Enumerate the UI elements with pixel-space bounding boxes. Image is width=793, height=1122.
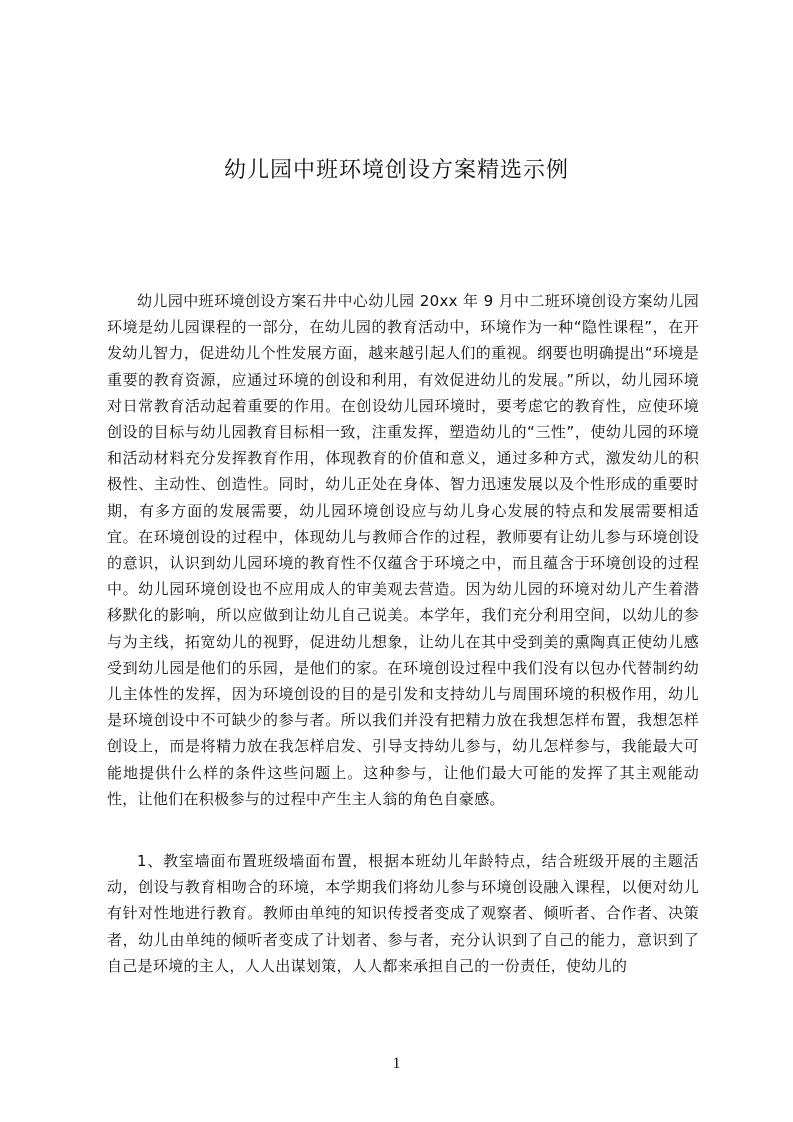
document-title: 幼儿园中班环境创设方案精选示例 [223,157,569,183]
paragraph-wall-layout: 1、教室墙面布置班级墙面布置，根据本班幼儿年龄特点，结合班级开展的主题活动，创设与教育相吻合的环境，本学期我们将幼儿参与环境创设融入课程，以便对幼儿有针对性地进行教育。教师由单纯的知识传授者变成了观察者、倾听者、合作者、决策者，幼儿由单纯的倾听者变成了计划者、参与者，充分认识到了自己的能力，意识到了自己是环境的主人，人人出谋划策，人人都来承担自己的一份责任，使幼儿的 [107,852,699,975]
paragraph-intro: 幼儿园中班环境创设方案石井中心幼儿园 20xx 年 9 月中二班环境创设方案幼儿园环境是幼儿园课程的一部分，在幼儿园的教育活动中，环境作为一种“隐性课程”，在开发幼儿智力，促进幼儿个性发展方面，越来越引起人们的重视。纲要也明确提出“环境是重要的教育资源，应通过环境的创设和利用，有效促进幼儿的发展。”所以，幼儿园环境对日常教育活动起着重要的作用。在创设幼儿园环境时，要考虑它的教育性，应使环境创设的目标与幼儿园教育目标相一致，注重发挥，塑造幼儿的“三性”，使幼儿园的环境和活动材料充分发挥教育作用，体现教育的价值和意义，通过多种方式，激发幼儿的积极性、主动性、创造性。同时，幼儿正处在身体、智力迅速发展以及个性形成的重要时期，有多方面的发展需要，幼儿园环境创设应与幼儿身心发展的特点和发展需要相适宜。在环境创设的过程中，体现幼儿与教师合作的过程，教师要有让幼儿参与环境创设的意识，认识到幼儿园环境的教育性不仅蕴含于环境之中，而且蕴含于环境创设的过程中。幼儿园环境创设也不应用成人的审美观去营造。因为幼儿园的环境对幼儿产生着潜移默化的影响，所以应做到让幼儿自己说美。本学年，我们充分利用空间，以幼儿的参与为主线，拓宽幼儿的视野，促进幼儿想象，让幼儿在其中受到美的熏陶真正使幼儿感受到幼儿园是他们的乐园，是他们的家。在环境创设过程中我们没有以包办代替制约幼儿主体性的发挥，因为环境创设的目的是引发和支持幼儿与周围环境的积极作用，幼儿是环境创设中不可缺少的参与者。所以我们并没有把精力放在我想怎样布置，我想怎样创设上，而是将精力放在我怎样启发、引导支持幼儿参与，幼儿怎样参与，我能最大可能地提供什么样的条件这些问题上。这种参与，让他们最大可能的发挥了其主观能动性，让他们在积极参与的过程中产生主人翁的角色自豪感。 [107,292,699,808]
page-number: 1 [392,1055,401,1072]
